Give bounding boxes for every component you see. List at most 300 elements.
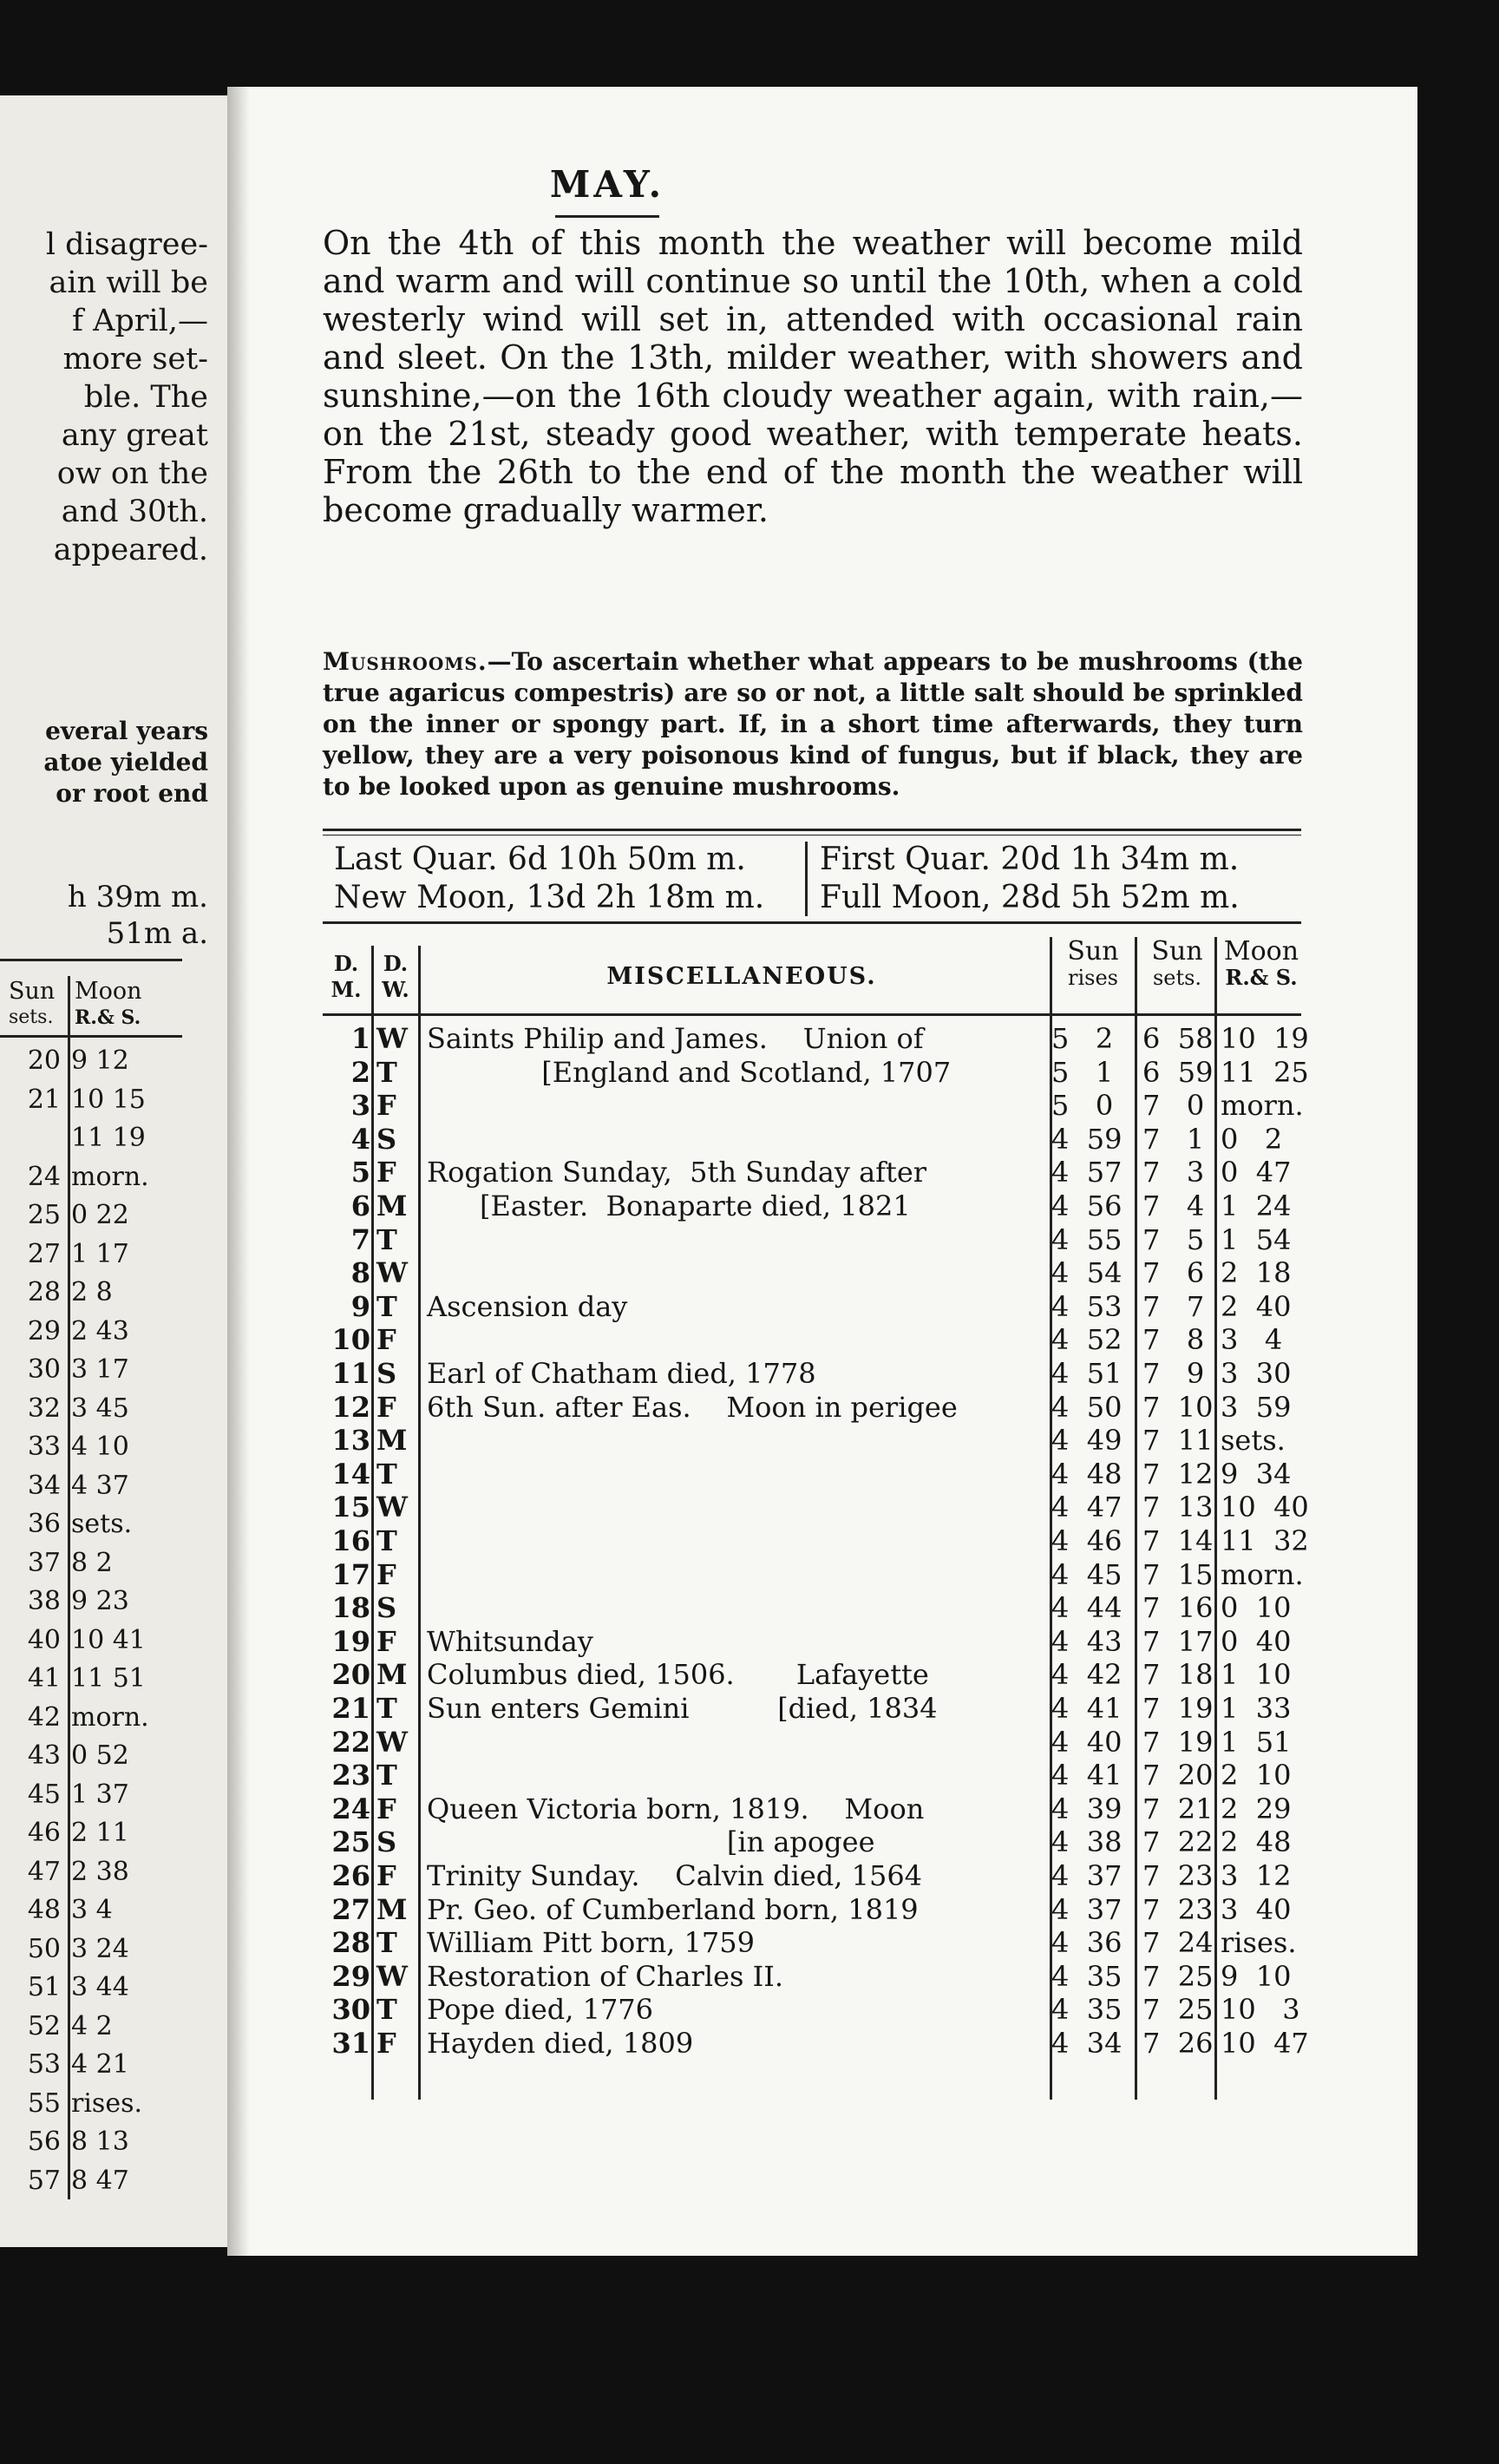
moon-rise-set-cell: sets. bbox=[1221, 1424, 1286, 1458]
day-of-month-cell: 11 bbox=[331, 1357, 370, 1390]
left-moon: 0 22 bbox=[71, 1200, 129, 1230]
phases-top-rule bbox=[323, 829, 1301, 831]
month-title: MAY. bbox=[549, 163, 665, 206]
left-table-row bbox=[0, 1393, 173, 1425]
left-sun-sets: 25 bbox=[27, 1200, 61, 1230]
left-sun-sets: 21 bbox=[27, 1084, 61, 1115]
moon-rise-set-cell: 3 12 bbox=[1221, 1859, 1292, 1892]
sun-rises-cell: 5 0 bbox=[1051, 1089, 1114, 1123]
sun-sets-cell: 7 16 bbox=[1142, 1591, 1214, 1625]
mushrooms-text: —To ascertain whether what appears to be mushrooms (the true agaricus compestris) are so or not, a little salt should be sprinkled on the inner or spongy part. If, in a short time afterwards, they turn yellow, they are a very poisonous kind of fungus, but if black, they are to be looked upon as genuine mushrooms. bbox=[323, 647, 1303, 801]
left-table-row bbox=[0, 1045, 173, 1078]
sun-rises-cell: 4 50 bbox=[1051, 1390, 1123, 1424]
day-of-month-cell: 28 bbox=[331, 1926, 370, 1960]
left-table-row bbox=[0, 2166, 173, 2198]
miscellaneous-cell: Columbus died, 1506. Lafayette bbox=[427, 1658, 929, 1692]
mushrooms-label: Mushrooms. bbox=[323, 647, 488, 676]
header-bottom-rule bbox=[323, 1013, 1301, 1016]
day-of-month-cell: 29 bbox=[331, 1959, 370, 1993]
left-table-row bbox=[0, 1663, 173, 1695]
sun-sets-cell: 7 24 bbox=[1142, 1926, 1214, 1960]
miscellaneous-cell: William Pitt born, 1759 bbox=[427, 1926, 755, 1960]
header-sun-sets-bottom: sets. bbox=[1152, 966, 1202, 990]
left-moon: 10 41 bbox=[71, 1624, 146, 1655]
sun-sets-cell: 7 23 bbox=[1142, 1859, 1214, 1892]
left-table-row bbox=[0, 2049, 173, 2081]
day-of-week-cell: F bbox=[376, 1156, 396, 1189]
day-of-month-cell: 9 bbox=[350, 1289, 370, 1323]
day-of-week-cell: T bbox=[376, 1993, 397, 2027]
sun-rises-cell: 4 40 bbox=[1051, 1725, 1123, 1759]
left-sun-sets: 56 bbox=[27, 2127, 61, 2157]
left-moon: 1 37 bbox=[71, 1779, 129, 1810]
left-moon: 10 15 bbox=[71, 1084, 146, 1115]
day-of-week-cell: W bbox=[376, 1491, 408, 1524]
left-moon: 9 12 bbox=[71, 1045, 129, 1076]
left-moon: 11 19 bbox=[71, 1123, 146, 1153]
left-phase-1: h 39m m. bbox=[67, 880, 208, 914]
sun-sets-cell: 7 12 bbox=[1142, 1457, 1214, 1491]
sun-rises-cell: 4 36 bbox=[1051, 1926, 1123, 1960]
table-row bbox=[323, 1256, 1303, 1288]
left-sun-sets: 47 bbox=[27, 1856, 61, 1887]
left-table-row bbox=[0, 1085, 173, 1117]
left-moon: 4 10 bbox=[71, 1432, 129, 1462]
sun-sets-cell: 7 25 bbox=[1142, 1959, 1214, 1993]
left-moon: 3 17 bbox=[71, 1354, 129, 1385]
sun-rises-cell: 4 34 bbox=[1051, 2027, 1123, 2060]
day-of-week-cell: T bbox=[376, 1222, 397, 1256]
left-moon: 2 11 bbox=[71, 1818, 129, 1848]
day-of-month-cell: 30 bbox=[331, 1993, 370, 2027]
left-moon: 8 13 bbox=[71, 2127, 129, 2157]
moon-rise-set-cell: 1 51 bbox=[1221, 1725, 1292, 1759]
left-table-row bbox=[0, 2011, 173, 2043]
day-of-month-cell: 6 bbox=[350, 1189, 370, 1222]
left-header-moon-bottom: R.& S. bbox=[75, 1006, 141, 1029]
left-sun-sets: 50 bbox=[27, 1933, 61, 1964]
day-of-week-cell: S bbox=[376, 1591, 397, 1625]
sun-rises-cell: 5 2 bbox=[1051, 1022, 1114, 1055]
day-of-week-cell: W bbox=[376, 1959, 408, 1993]
moon-rise-set-cell: 0 47 bbox=[1221, 1156, 1292, 1189]
sun-sets-cell: 7 23 bbox=[1142, 1892, 1214, 1926]
left-header-sun-top: Sun bbox=[9, 978, 56, 1005]
left-moon: 0 52 bbox=[71, 1740, 129, 1771]
left-table-row bbox=[0, 1200, 173, 1232]
miscellaneous-cell: Trinity Sunday. Calvin died, 1564 bbox=[427, 1859, 923, 1892]
day-of-week-cell: F bbox=[376, 1792, 396, 1825]
phases-vsep bbox=[805, 842, 808, 916]
sun-rises-cell: 4 44 bbox=[1051, 1591, 1123, 1625]
left-moon: 4 37 bbox=[71, 1470, 129, 1501]
miscellaneous-cell: [in apogee bbox=[427, 1825, 875, 1859]
left-table-row bbox=[0, 1972, 173, 2004]
left-sun-sets: 37 bbox=[27, 1547, 61, 1578]
sun-sets-cell: 7 20 bbox=[1142, 1759, 1214, 1792]
left-sun-sets: 42 bbox=[27, 1701, 61, 1733]
table-row bbox=[323, 1189, 1303, 1221]
sun-rises-cell: 4 37 bbox=[1051, 1892, 1123, 1926]
table-row bbox=[323, 1223, 1303, 1255]
mushrooms-paragraph bbox=[323, 646, 1303, 803]
left-text-line: any great bbox=[61, 418, 208, 453]
sun-rises-cell: 4 45 bbox=[1051, 1557, 1123, 1591]
table-row bbox=[323, 1055, 1309, 1089]
moon-rise-set-cell: 9 34 bbox=[1221, 1457, 1292, 1491]
left-moon: 3 4 bbox=[71, 1895, 113, 1925]
day-of-month-cell: 16 bbox=[331, 1524, 370, 1557]
left-sun-sets: 57 bbox=[27, 2165, 61, 2196]
moon-rise-set-cell: 0 40 bbox=[1221, 1624, 1292, 1658]
header-dm-top: D. bbox=[333, 951, 359, 976]
day-of-week-cell: T bbox=[376, 1759, 397, 1792]
header-day-month bbox=[324, 951, 368, 1003]
left-phase-2: 51m a. bbox=[106, 916, 208, 951]
left-sun-sets: 45 bbox=[27, 1779, 61, 1810]
table-row bbox=[323, 1825, 1303, 1857]
miscellaneous-cell: Ascension day bbox=[427, 1289, 628, 1323]
day-of-month-cell: 5 bbox=[350, 1156, 370, 1189]
day-of-month-cell: 17 bbox=[331, 1557, 370, 1591]
miscellaneous-cell: Restoration of Charles II. bbox=[427, 1959, 784, 1993]
left-table-row bbox=[0, 1548, 173, 1580]
sun-rises-cell: 4 55 bbox=[1051, 1222, 1123, 1256]
day-of-month-cell: 24 bbox=[331, 1792, 370, 1825]
table-row bbox=[323, 1524, 1309, 1557]
sun-sets-cell: 7 5 bbox=[1142, 1222, 1205, 1256]
table-row bbox=[323, 2027, 1309, 2060]
left-moon: 1 17 bbox=[71, 1238, 129, 1269]
header-dw-top: D. bbox=[383, 951, 409, 976]
sun-sets-cell: 6 58 bbox=[1142, 1022, 1214, 1055]
day-of-week-cell: T bbox=[376, 1524, 397, 1557]
day-of-month-cell: 18 bbox=[331, 1591, 370, 1625]
left-sun-sets: 52 bbox=[27, 2010, 61, 2041]
left-table-row bbox=[0, 1895, 173, 1927]
left-moon: 2 8 bbox=[71, 1277, 113, 1307]
left-small-line: or root end bbox=[56, 779, 208, 808]
miscellaneous-cell: [England and Scotland, 1707 bbox=[427, 1055, 952, 1089]
table-row bbox=[323, 1792, 1303, 1824]
moon-rise-set-cell: 0 10 bbox=[1221, 1591, 1292, 1625]
left-table-row bbox=[0, 1702, 173, 1734]
table-row bbox=[323, 1859, 1303, 1891]
sun-sets-cell: 7 4 bbox=[1142, 1189, 1205, 1222]
sun-sets-cell: 7 21 bbox=[1142, 1792, 1214, 1825]
day-of-week-cell: M bbox=[376, 1658, 408, 1692]
left-text-line: ow on the bbox=[56, 456, 208, 491]
left-table-row bbox=[0, 1740, 173, 1773]
sun-rises-cell: 4 49 bbox=[1051, 1424, 1123, 1458]
phase-new-moon: New Moon, 13d 2h 18m m. bbox=[334, 880, 765, 915]
moon-rise-set-cell: 10 3 bbox=[1221, 1993, 1300, 2027]
sun-rises-cell: 4 39 bbox=[1051, 1792, 1123, 1825]
day-of-month-cell: 8 bbox=[350, 1256, 370, 1290]
sun-rises-cell: 4 47 bbox=[1051, 1491, 1123, 1524]
left-table-row bbox=[0, 1779, 173, 1812]
left-header-sun bbox=[9, 979, 55, 1031]
header-sun-rises bbox=[1051, 936, 1135, 991]
left-table-row bbox=[0, 1934, 173, 1966]
left-page-fragment bbox=[0, 95, 227, 2247]
sun-sets-cell: 7 18 bbox=[1142, 1658, 1214, 1692]
left-header-moon-top: Moon bbox=[75, 978, 142, 1005]
table-row bbox=[323, 1558, 1303, 1589]
day-of-month-cell: 14 bbox=[331, 1457, 370, 1491]
table-row bbox=[323, 1893, 1303, 1924]
day-of-month-cell: 7 bbox=[350, 1222, 370, 1256]
day-of-week-cell: S bbox=[376, 1357, 397, 1390]
day-of-week-cell: T bbox=[376, 1055, 397, 1089]
left-sun-sets: 46 bbox=[27, 1818, 61, 1848]
day-of-week-cell: F bbox=[376, 1089, 396, 1123]
table-row bbox=[323, 1658, 1303, 1692]
table-row bbox=[323, 1591, 1303, 1625]
left-table-row bbox=[0, 1509, 173, 1541]
day-of-month-cell: 1 bbox=[350, 1022, 370, 1055]
left-moon: 3 44 bbox=[71, 1972, 129, 2002]
left-sun-sets: 53 bbox=[27, 2049, 61, 2080]
left-table-row bbox=[0, 1586, 173, 1618]
left-sun-sets: 48 bbox=[27, 1895, 61, 1925]
table-row bbox=[323, 1290, 1303, 1321]
left-sun-sets: 32 bbox=[27, 1393, 61, 1424]
left-moon: rises. bbox=[71, 2087, 143, 2119]
moon-rise-set-cell: 1 54 bbox=[1221, 1222, 1292, 1256]
miscellaneous-cell: Pr. Geo. of Cumberland born, 1819 bbox=[427, 1892, 919, 1926]
left-sun-sets: 40 bbox=[27, 1624, 61, 1655]
sun-rises-cell: 4 35 bbox=[1051, 1959, 1123, 1993]
left-moon: 9 23 bbox=[71, 1586, 129, 1616]
left-sun-sets: 38 bbox=[27, 1586, 61, 1616]
moon-rise-set-cell: 9 10 bbox=[1221, 1959, 1292, 1993]
moon-rise-set-cell: morn. bbox=[1221, 1089, 1304, 1123]
sun-sets-cell: 7 6 bbox=[1142, 1256, 1205, 1290]
day-of-week-cell: S bbox=[376, 1122, 397, 1156]
sun-rises-cell: 4 51 bbox=[1051, 1357, 1123, 1390]
left-table-row bbox=[0, 1316, 173, 1348]
left-moon: morn. bbox=[71, 1701, 149, 1733]
sun-rises-cell: 4 41 bbox=[1051, 1692, 1123, 1725]
table-row bbox=[323, 1391, 1303, 1422]
sun-sets-cell: 7 9 bbox=[1142, 1357, 1205, 1390]
moon-rise-set-cell: 3 4 bbox=[1221, 1323, 1283, 1357]
left-header-rule bbox=[0, 1035, 182, 1038]
table-row bbox=[323, 1926, 1303, 1960]
sun-rises-cell: 4 56 bbox=[1051, 1189, 1123, 1222]
header-dw-bottom: W. bbox=[382, 977, 409, 1002]
header-sun-rises-top: Sun bbox=[1067, 936, 1119, 967]
table-row bbox=[323, 1625, 1303, 1656]
left-moon: sets. bbox=[71, 1509, 133, 1539]
phase-last-quarter: Last Quar. 6d 10h 50m m. bbox=[334, 842, 746, 877]
moon-rise-set-cell: 3 30 bbox=[1221, 1357, 1292, 1390]
day-of-month-cell: 26 bbox=[331, 1859, 370, 1892]
day-of-week-cell: F bbox=[376, 1557, 396, 1591]
left-sun-sets: 34 bbox=[27, 1470, 61, 1501]
day-of-week-cell: W bbox=[376, 1725, 408, 1759]
left-table-row bbox=[0, 1162, 173, 1194]
miscellaneous-cell: Pope died, 1776 bbox=[427, 1993, 654, 2027]
sun-sets-cell: 7 3 bbox=[1142, 1156, 1205, 1189]
moon-rise-set-cell: 2 29 bbox=[1221, 1792, 1292, 1825]
sun-sets-cell: 7 15 bbox=[1142, 1557, 1214, 1591]
table-row bbox=[323, 1491, 1309, 1524]
page-gutter-shadow bbox=[227, 87, 250, 2256]
day-of-month-cell: 20 bbox=[331, 1658, 370, 1692]
left-header-sun-bottom: sets. bbox=[9, 1006, 54, 1028]
moon-rise-set-cell: 3 59 bbox=[1221, 1390, 1292, 1424]
moon-rise-set-cell: 2 18 bbox=[1221, 1256, 1292, 1290]
left-sun-sets: 28 bbox=[27, 1277, 61, 1307]
sun-sets-cell: 7 19 bbox=[1142, 1692, 1214, 1725]
left-text-line: more set- bbox=[62, 342, 208, 377]
day-of-week-cell: M bbox=[376, 1189, 408, 1222]
moon-rise-set-cell: 1 24 bbox=[1221, 1189, 1292, 1222]
day-of-week-cell: S bbox=[376, 1825, 397, 1859]
sun-sets-cell: 6 59 bbox=[1142, 1055, 1214, 1089]
moon-rise-set-cell: 2 48 bbox=[1221, 1825, 1292, 1859]
left-table-row bbox=[0, 1857, 173, 1889]
table-row bbox=[323, 1323, 1303, 1357]
phases-bottom-rule bbox=[323, 921, 1301, 924]
day-of-week-cell: T bbox=[376, 1289, 397, 1323]
day-of-week-cell: M bbox=[376, 1424, 408, 1458]
moon-rise-set-cell: 10 40 bbox=[1221, 1491, 1309, 1524]
left-text-line: appeared. bbox=[53, 533, 208, 567]
sun-sets-cell: 7 7 bbox=[1142, 1289, 1205, 1323]
day-of-month-cell: 31 bbox=[331, 2027, 370, 2060]
sun-sets-cell: 7 26 bbox=[1142, 2027, 1214, 2060]
moon-rise-set-cell: 0 2 bbox=[1221, 1122, 1283, 1156]
miscellaneous-cell: Earl of Chatham died, 1778 bbox=[427, 1357, 816, 1390]
moon-rise-set-cell: rises. bbox=[1221, 1926, 1297, 1960]
sun-rises-cell: 4 38 bbox=[1051, 1825, 1123, 1859]
sun-rises-cell: 4 41 bbox=[1051, 1759, 1123, 1792]
left-sun-sets: 27 bbox=[27, 1238, 61, 1269]
day-of-month-cell: 22 bbox=[331, 1725, 370, 1759]
header-day-week bbox=[375, 951, 416, 1003]
table-row bbox=[323, 1726, 1303, 1757]
left-sun-sets: 30 bbox=[27, 1354, 61, 1385]
miscellaneous-cell: Rogation Sunday, 5th Sunday after bbox=[427, 1156, 927, 1189]
day-of-week-cell: T bbox=[376, 1926, 397, 1960]
left-table-row bbox=[0, 1123, 173, 1155]
day-of-month-cell: 19 bbox=[331, 1624, 370, 1658]
table-row bbox=[323, 1022, 1309, 1055]
left-table-row bbox=[0, 1277, 173, 1309]
moon-rise-set-cell: 2 40 bbox=[1221, 1289, 1292, 1323]
header-dm-bottom: M. bbox=[331, 977, 362, 1002]
moon-rise-set-cell: 1 33 bbox=[1221, 1692, 1292, 1725]
header-moon-top: Moon bbox=[1223, 936, 1299, 967]
left-moon: 3 24 bbox=[71, 1933, 129, 1964]
day-of-month-cell: 2 bbox=[350, 1055, 370, 1089]
table-row bbox=[323, 1993, 1303, 2027]
day-of-month-cell: 13 bbox=[331, 1424, 370, 1458]
day-of-month-cell: 21 bbox=[331, 1692, 370, 1725]
day-of-month-cell: 10 bbox=[331, 1323, 370, 1357]
phase-full-moon: Full Moon, 28d 5h 52m m. bbox=[820, 880, 1240, 915]
table-row bbox=[323, 1960, 1303, 1991]
left-text-line: ble. The bbox=[83, 380, 208, 415]
miscellaneous-cell: Saints Philip and James. Union of bbox=[427, 1022, 924, 1055]
sun-sets-cell: 7 1 bbox=[1142, 1122, 1205, 1156]
sun-sets-cell: 7 13 bbox=[1142, 1491, 1214, 1524]
sun-sets-cell: 7 17 bbox=[1142, 1624, 1214, 1658]
left-sun-sets: 55 bbox=[27, 2087, 61, 2119]
day-of-week-cell: F bbox=[376, 1323, 396, 1357]
left-text-line: l disagree- bbox=[45, 227, 208, 262]
day-of-week-cell: F bbox=[376, 1624, 396, 1658]
sun-rises-cell: 4 42 bbox=[1051, 1658, 1123, 1692]
miscellaneous-cell: Whitsunday bbox=[427, 1624, 593, 1658]
header-sun-rises-bottom: rises bbox=[1068, 966, 1118, 990]
sun-sets-cell: 7 8 bbox=[1142, 1323, 1205, 1357]
left-moon: 2 43 bbox=[71, 1315, 129, 1347]
day-of-month-cell: 25 bbox=[331, 1825, 370, 1859]
left-sun-sets: 24 bbox=[27, 1161, 61, 1192]
sun-rises-cell: 4 53 bbox=[1051, 1289, 1123, 1323]
left-header-moon bbox=[75, 979, 142, 1031]
day-of-week-cell: T bbox=[376, 1457, 397, 1491]
left-moon: 8 47 bbox=[71, 2165, 129, 2196]
left-table-row bbox=[0, 1239, 173, 1271]
day-of-month-cell: 27 bbox=[331, 1892, 370, 1926]
miscellaneous-cell: Sun enters Gemini [died, 1834 bbox=[427, 1692, 938, 1725]
left-rule bbox=[0, 959, 182, 961]
day-of-month-cell: 4 bbox=[350, 1122, 370, 1156]
left-table-row bbox=[0, 1625, 173, 1657]
moon-rise-set-cell: 1 10 bbox=[1221, 1658, 1292, 1692]
left-text-line: ain will be bbox=[49, 265, 208, 300]
miscellaneous-cell: [Easter. Bonaparte died, 1821 bbox=[427, 1189, 911, 1222]
moon-rise-set-cell: 11 32 bbox=[1221, 1524, 1309, 1557]
day-of-month-cell: 3 bbox=[350, 1089, 370, 1123]
sun-rises-cell: 4 46 bbox=[1051, 1524, 1123, 1557]
left-table-row bbox=[0, 1818, 173, 1850]
header-sun-sets-top: Sun bbox=[1151, 936, 1203, 967]
left-sun-sets: 29 bbox=[27, 1315, 61, 1347]
left-sun-sets: 51 bbox=[27, 1972, 61, 2002]
table-row bbox=[323, 1692, 1303, 1723]
left-text-line: f April,— bbox=[71, 304, 208, 338]
left-table-row bbox=[0, 1354, 173, 1386]
left-table-row bbox=[0, 2088, 173, 2120]
table-row bbox=[323, 1759, 1303, 1790]
sun-rises-cell: 4 54 bbox=[1051, 1256, 1123, 1290]
left-table-row bbox=[0, 2127, 173, 2159]
left-moon: morn. bbox=[71, 1161, 149, 1192]
moon-rise-set-cell: 3 40 bbox=[1221, 1892, 1292, 1926]
left-sun-sets: 20 bbox=[27, 1045, 61, 1076]
left-sun-sets: 33 bbox=[27, 1432, 61, 1462]
miscellaneous-cell: Queen Victoria born, 1819. Moon bbox=[427, 1792, 925, 1825]
sun-rises-cell: 4 52 bbox=[1051, 1323, 1123, 1357]
sun-rises-cell: 4 37 bbox=[1051, 1859, 1123, 1892]
sun-sets-cell: 7 19 bbox=[1142, 1725, 1214, 1759]
sun-sets-cell: 7 25 bbox=[1142, 1993, 1214, 2027]
table-row bbox=[323, 1424, 1303, 1458]
day-of-week-cell: F bbox=[376, 2027, 396, 2060]
day-of-week-cell: W bbox=[376, 1256, 408, 1290]
header-moon-bottom: R.& S. bbox=[1225, 965, 1298, 990]
left-sun-sets: 36 bbox=[27, 1509, 61, 1539]
day-of-month-cell: 23 bbox=[331, 1759, 370, 1792]
left-table-row bbox=[0, 1432, 173, 1464]
left-small-line: atoe yielded bbox=[43, 748, 208, 777]
